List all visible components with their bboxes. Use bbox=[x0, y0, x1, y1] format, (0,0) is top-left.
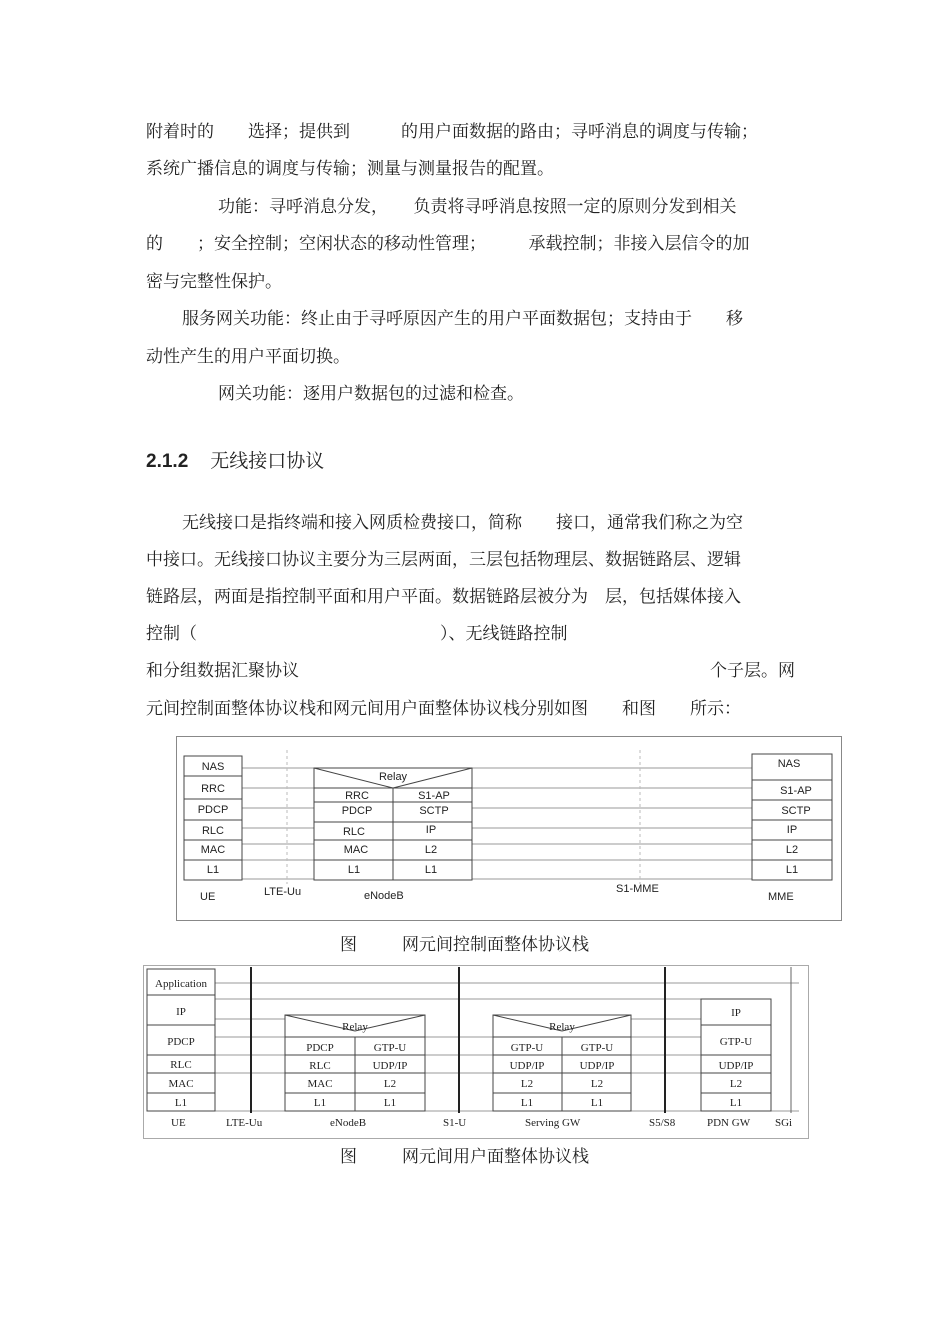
body2-line5a: 和分组数据汇聚协议 bbox=[146, 661, 299, 681]
lte-uu-label: LTE-Uu bbox=[264, 886, 302, 898]
mme-layer: SCTP bbox=[781, 805, 811, 817]
sgw-right-layer: L1 bbox=[590, 1097, 604, 1109]
pgw-layer: L1 bbox=[729, 1097, 743, 1109]
para3-line2: 动性产生的用户平面切换。 bbox=[146, 347, 350, 367]
ue-label: UE bbox=[171, 1117, 186, 1129]
mme-layer: IP bbox=[786, 824, 798, 836]
sgi-label: SGi bbox=[775, 1117, 793, 1129]
para2-line2: 的 ；安全控制；空闲状态的移动性管理； 承载控制；非接入层信令的加 bbox=[146, 234, 750, 254]
enb-right-layer: SCTP bbox=[419, 805, 449, 817]
para2-line3: 密与完整性保护。 bbox=[146, 272, 282, 292]
ue-layer: PDCP bbox=[167, 1036, 195, 1048]
enb-relay-label: Relay bbox=[342, 1021, 368, 1033]
pgw-layer: GTP-U bbox=[719, 1036, 753, 1048]
enb-left-layer: MAC bbox=[307, 1078, 333, 1090]
mme-layer: L1 bbox=[785, 864, 799, 876]
sgw-left-layer: UDP/IP bbox=[509, 1060, 545, 1072]
figure1-caption-prefix: 图 bbox=[340, 935, 357, 955]
sgw-right-layer: GTP-U bbox=[580, 1042, 614, 1054]
section-title: 无线接口协议 bbox=[210, 450, 325, 472]
s5s8-label: S5/S8 bbox=[649, 1117, 676, 1129]
enb-left-layer: RRC bbox=[345, 790, 369, 802]
enodeb-label: eNodeB bbox=[364, 890, 404, 902]
ue-label: UE bbox=[200, 891, 216, 903]
user-plane-diagram bbox=[143, 965, 809, 1139]
enb-left-layer: L1 bbox=[347, 864, 361, 876]
s1-mme-label: S1-MME bbox=[616, 883, 659, 895]
body2-line4a: 控制（ bbox=[146, 624, 197, 644]
enb-left-layer: L1 bbox=[313, 1097, 327, 1109]
pgw-layer: UDP/IP bbox=[718, 1060, 754, 1072]
pdn-gw-label: PDN GW bbox=[707, 1117, 751, 1129]
body2-line1: 无线接口是指终端和接入网质检费接口，简称 接口，通常我们称之为空 bbox=[182, 513, 743, 533]
enb-right-layer: IP bbox=[425, 824, 437, 836]
enb-right-layer: UDP/IP bbox=[372, 1060, 408, 1072]
body2-line5b: 个子层。网 bbox=[710, 661, 795, 681]
enb-right-layer: L1 bbox=[383, 1097, 397, 1109]
mme-label: MME bbox=[768, 891, 794, 903]
enb-left-layer: PDCP bbox=[341, 805, 373, 817]
sgw-right-layer: UDP/IP bbox=[579, 1060, 615, 1072]
section-heading bbox=[146, 446, 324, 473]
enb-right-layer: L2 bbox=[383, 1078, 397, 1090]
pgw-layer: L2 bbox=[729, 1078, 743, 1090]
pgw-layer: IP bbox=[731, 1007, 741, 1019]
figure2-caption-prefix: 图 bbox=[340, 1147, 357, 1167]
enb-left-layer: MAC bbox=[343, 844, 369, 856]
enb-right-layer: L2 bbox=[424, 844, 438, 856]
enb-left-layer: RLC bbox=[342, 826, 366, 838]
enb-relay-label: Relay bbox=[378, 771, 408, 783]
enb-right-layer: L1 bbox=[424, 864, 438, 876]
sgw-left-layer: GTP-U bbox=[510, 1042, 544, 1054]
ue-layer: NAS bbox=[201, 761, 225, 773]
para3-line1: 服务网关功能：终止由于寻呼原因产生的用户平面数据包；支持由于 移 bbox=[182, 309, 743, 329]
ue-layer: MAC bbox=[168, 1078, 194, 1090]
body2-line6: 元间控制面整体协议栈和网元间用户面整体协议栈分别如图 和图 所示： bbox=[146, 699, 741, 719]
ue-layer: Application bbox=[155, 978, 207, 990]
enb-left-layer: PDCP bbox=[306, 1042, 334, 1054]
lte-uu-label: LTE-Uu bbox=[226, 1117, 263, 1129]
sgw-right-layer: L2 bbox=[590, 1078, 604, 1090]
body2-line4b: ）、无线链路控制 bbox=[440, 624, 568, 644]
para1-line2: 系统广播信息的调度与传输；测量与测量报告的配置。 bbox=[146, 159, 554, 179]
s1-u-label: S1-U bbox=[443, 1117, 467, 1129]
enb-right-layer: GTP-U bbox=[373, 1042, 407, 1054]
section-number: 2.1.2 bbox=[146, 451, 189, 472]
enb-right-layer: S1-AP bbox=[418, 790, 450, 802]
mme-layer: S1-AP bbox=[780, 785, 812, 797]
control-plane-diagram bbox=[176, 736, 842, 921]
mme-layer: L2 bbox=[785, 844, 799, 856]
ue-layer: RLC bbox=[170, 1059, 192, 1071]
para2-line1: 功能：寻呼消息分发， 负责将寻呼消息按照一定的原则分发到相关 bbox=[218, 197, 737, 217]
ue-layer: RLC bbox=[201, 825, 225, 837]
ue-layer: PDCP bbox=[197, 804, 229, 816]
sgw-left-layer: L2 bbox=[520, 1078, 534, 1090]
ue-layer: RRC bbox=[201, 783, 225, 795]
body2-line2: 中接口。无线接口协议主要分为三层两面，三层包括物理层、数据链路层、逻辑 bbox=[146, 550, 741, 570]
sgw-relay-label: Relay bbox=[549, 1021, 575, 1033]
para4-line1: 网关功能：逐用户数据包的过滤和检查。 bbox=[218, 384, 524, 404]
figure2-caption: 网元间用户面整体协议栈 bbox=[402, 1147, 589, 1167]
ue-layer: L1 bbox=[174, 1097, 188, 1109]
ue-layer: L1 bbox=[206, 864, 220, 876]
serving-gw-label: Serving GW bbox=[525, 1117, 581, 1129]
ue-layer: MAC bbox=[200, 844, 226, 856]
enodeb-label: eNodeB bbox=[330, 1117, 367, 1129]
mme-layer: NAS bbox=[777, 758, 801, 770]
body2-line3: 链路层，两面是指控制平面和用户平面。数据链路层被分为 层，包括媒体接入 bbox=[146, 587, 741, 607]
ue-layer: IP bbox=[176, 1006, 186, 1018]
sgw-left-layer: L1 bbox=[520, 1097, 534, 1109]
figure1-caption: 网元间控制面整体协议栈 bbox=[402, 935, 589, 955]
enb-left-layer: RLC bbox=[309, 1060, 331, 1072]
para1-line1: 附着时的 选择；提供到 的用户面数据的路由；寻呼消息的调度与传输； bbox=[146, 122, 758, 142]
